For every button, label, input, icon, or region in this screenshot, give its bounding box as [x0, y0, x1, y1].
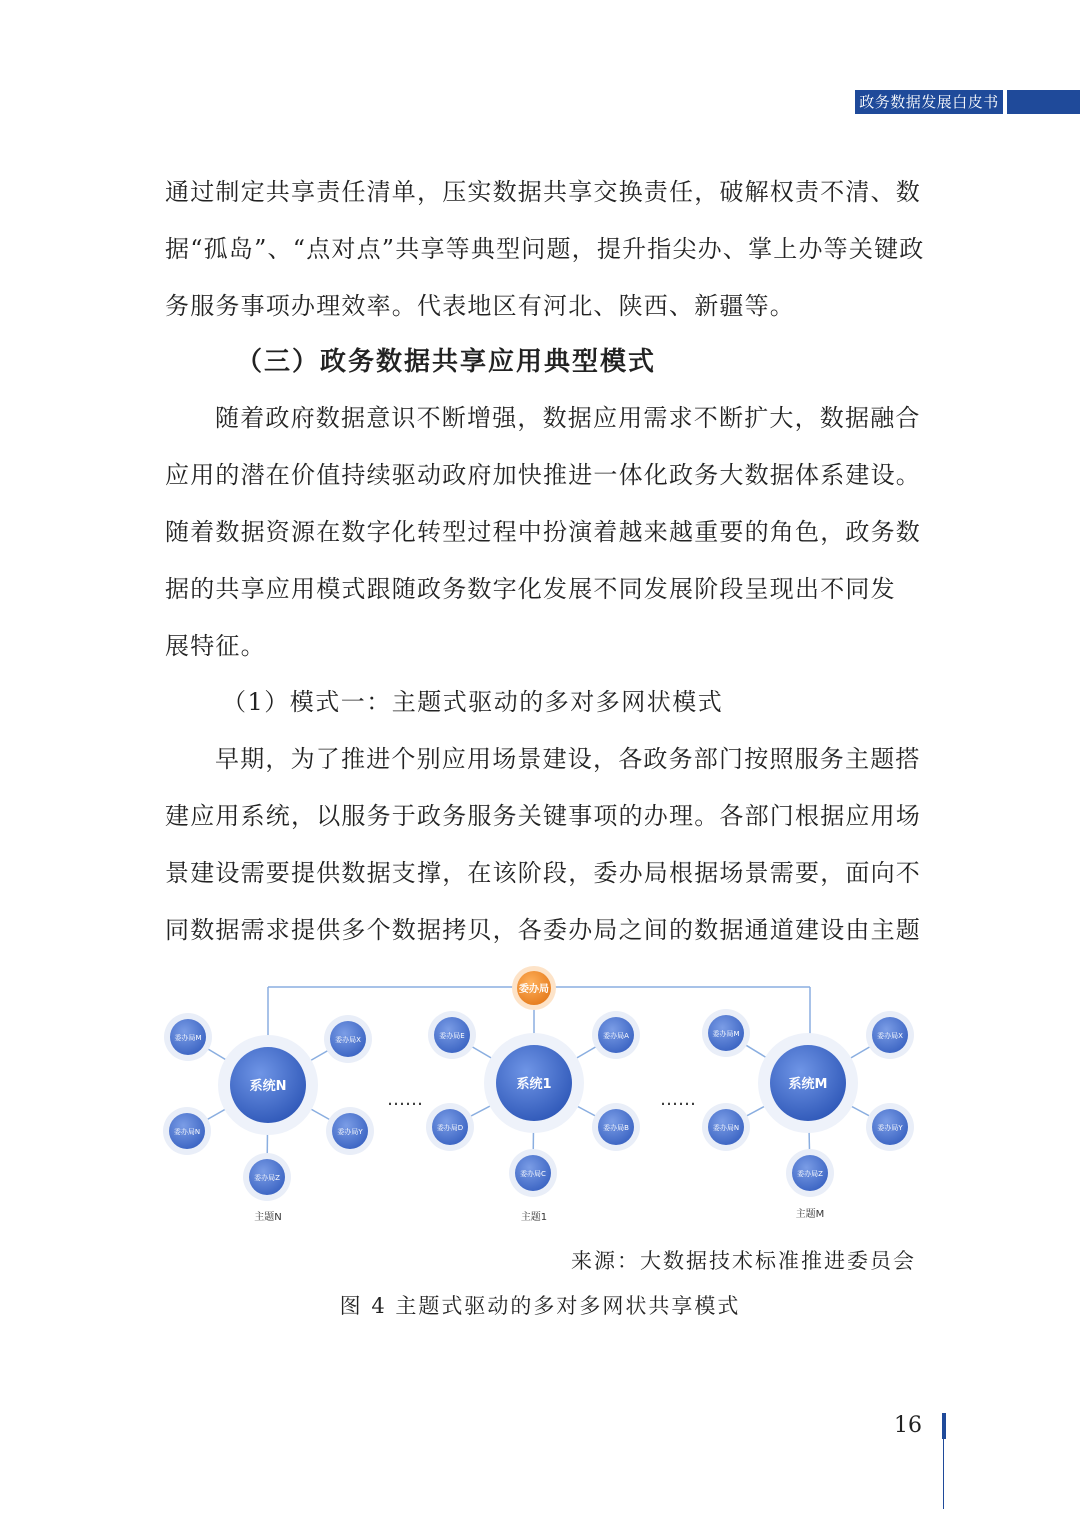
network-diagram — [160, 965, 920, 1235]
system-label: 系统N — [249, 1079, 287, 1094]
paragraph-1 — [165, 164, 925, 335]
sat-label: 委办局Z — [254, 1174, 280, 1182]
sat-label: 委办局N — [173, 1128, 201, 1136]
sat-node — [164, 1013, 212, 1061]
text-line: 展特征。 — [165, 632, 266, 660]
sat-label: 委办局Y — [337, 1128, 363, 1136]
sat-label: 委办局X — [335, 1036, 361, 1044]
top-node-label: 委办局 — [519, 984, 549, 995]
sat-label: 委办局Y — [877, 1124, 903, 1132]
cluster-left — [163, 1013, 374, 1223]
text-line: 同数据需求提供多个数据拷贝，各委办局之间的数据通道建设由主题 — [165, 916, 921, 944]
section-heading: （三）政务数据共享应用典型模式 — [236, 347, 657, 377]
sat-label: 委办局M — [712, 1030, 740, 1038]
text-line: 应用的潜在价值持续驱动政府加快推进一体化政务大数据体系建设。 — [165, 461, 921, 489]
sat-label: 委办局C — [520, 1170, 546, 1178]
system-label: 系统1 — [516, 1077, 552, 1092]
sat-node — [866, 1103, 914, 1151]
text-line: 务服务事项办理效率。代表地区有河北、陕西、新疆等。 — [165, 292, 795, 320]
theme-label: 主题N — [254, 1212, 282, 1223]
text-line: 建应用系统，以服务于政务服务关键事项的办理。各部门根据应用场 — [165, 802, 921, 830]
sat-node — [426, 1103, 474, 1151]
sat-label: 委办局E — [439, 1032, 465, 1040]
sat-node — [592, 1103, 640, 1151]
sat-node — [243, 1153, 291, 1201]
cluster-middle — [426, 1011, 640, 1223]
theme-label: 主题1 — [520, 1212, 548, 1223]
ellipsis: …… — [387, 1089, 423, 1110]
sat-label: 委办局D — [436, 1124, 464, 1132]
paragraph-3 — [165, 731, 921, 959]
sat-label: 委办局Z — [797, 1170, 823, 1178]
text-line: 据“孤岛”、“点对点”共享等典型问题，提升指尖办、掌上办等关键政 — [165, 235, 925, 263]
sat-node — [163, 1107, 211, 1155]
top-node — [512, 966, 556, 1010]
paragraph-2 — [165, 390, 921, 675]
sat-label: 委办局X — [877, 1032, 903, 1040]
sat-label: 委办局M — [174, 1034, 202, 1042]
text-line: 随着数据资源在数字化转型过程中扮演着越来越重要的角色，政务数 — [165, 518, 921, 546]
sat-node — [702, 1009, 750, 1057]
sat-node — [428, 1011, 476, 1059]
text-line: 据的共享应用模式跟随政务数字化发展不同发展阶段呈现出不同发 — [165, 575, 896, 603]
page-number: 16 — [894, 1413, 922, 1438]
subheading: （1）模式一：主题式驱动的多对多网状模式 — [222, 688, 724, 716]
system-label: 系统M — [788, 1077, 828, 1092]
theme-label: 主题M — [795, 1209, 825, 1220]
sat-node — [786, 1149, 834, 1197]
figure-source: 来源：大数据技术标准推进委员会 — [571, 1249, 916, 1273]
sat-label: 委办局B — [603, 1124, 629, 1132]
ellipsis: …… — [660, 1089, 696, 1110]
sat-label: 委办局N — [712, 1124, 740, 1132]
sat-node — [702, 1103, 750, 1151]
sat-node — [866, 1011, 914, 1059]
page-rule-thin — [943, 1439, 944, 1509]
sat-node — [592, 1011, 640, 1059]
figure-caption: 图 4 主题式驱动的多对多网状共享模式 — [339, 1294, 741, 1318]
text-line: 通过制定共享责任清单，压实数据共享交换责任，破解权责不清、数 — [165, 178, 921, 206]
header-bar — [1007, 90, 1080, 114]
text-line: 早期，为了推进个别应用场景建设，各政务部门按照服务主题搭 — [215, 745, 921, 773]
header-title: 政务数据发展白皮书 — [855, 90, 1003, 114]
sat-label: 委办局A — [603, 1032, 629, 1040]
page-rule — [942, 1413, 946, 1439]
cluster-right — [702, 1009, 914, 1220]
sat-node — [509, 1149, 557, 1197]
sat-node — [324, 1015, 372, 1063]
text-line: 景建设需要提供数据支撑，在该阶段，委办局根据场景需要，面向不 — [165, 859, 921, 887]
text-line: 随着政府数据意识不断增强，数据应用需求不断扩大，数据融合 — [215, 404, 921, 432]
sat-node — [326, 1107, 374, 1155]
